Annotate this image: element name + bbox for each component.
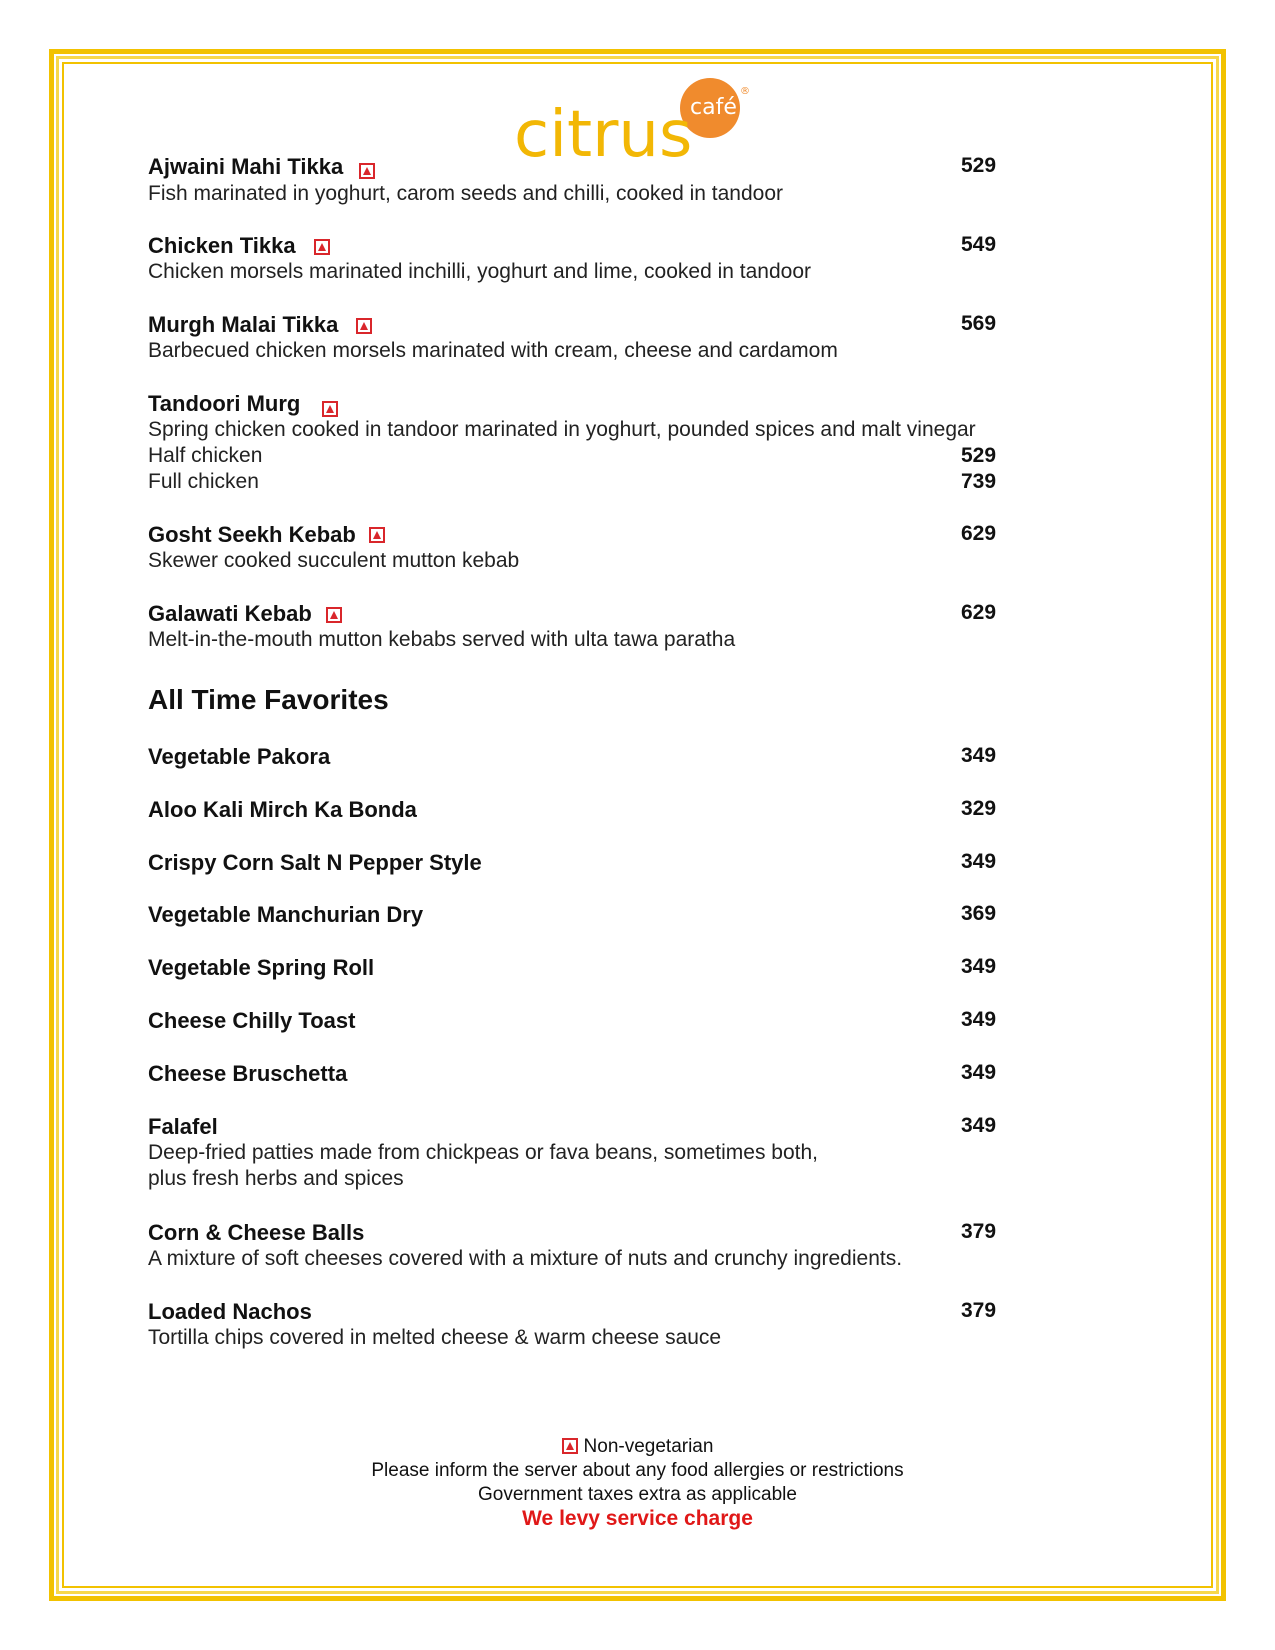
non-veg-icon (359, 163, 375, 179)
favorite-name: Falafel (148, 1114, 218, 1139)
favorite-name: Loaded Nachos (148, 1299, 312, 1324)
favorite-description: Tortilla chips covered in melted cheese & warm cheese sauce (148, 1326, 722, 1349)
item-name: Gosht Seekh Kebab (148, 522, 356, 547)
non-veg-icon (314, 239, 330, 255)
favorite-name: Aloo Kali Mirch Ka Bonda (148, 797, 417, 822)
item-description: Spring chicken cooked in tandoor marinated in yoghurt, pounded spices and malt vinegar (148, 418, 976, 441)
favorite-name: Crispy Corn Salt N Pepper Style (148, 850, 482, 875)
favorite-price: 379 (961, 1299, 997, 1322)
item-description: Skewer cooked succulent mutton kebab (148, 549, 520, 572)
favorite-name: Vegetable Spring Roll (148, 955, 375, 980)
footer-legend (0, 1436, 1275, 1458)
item-price: 549 (961, 233, 997, 256)
item-description: Fish marinated in yoghurt, carom seeds and chilli, cooked in tandoor (148, 182, 784, 205)
item-price: 569 (961, 312, 997, 335)
svg-text:®: ® (740, 86, 750, 97)
favorite-price: 379 (961, 1220, 997, 1243)
favorite-name: Cheese Chilly Toast (148, 1008, 356, 1033)
svg-text:citrus: citrus (514, 98, 693, 170)
favorite-price: 349 (961, 1008, 997, 1031)
legend-text: Non-vegetarian (583, 1436, 714, 1457)
menu-border-inner (62, 62, 1213, 1588)
favorite-price: 329 (961, 797, 997, 820)
item-description: Barbecued chicken morsels marinated with cream, cheese and cardamom (148, 339, 838, 362)
favorite-price: 369 (961, 902, 997, 925)
item-price: 629 (961, 601, 997, 624)
citrus-cafe-logo (514, 70, 769, 170)
item-name: Tandoori Murg (148, 391, 301, 416)
non-veg-icon (369, 527, 385, 543)
section-title: All Time Favorites (148, 684, 389, 715)
variant-price: 529 (961, 444, 997, 467)
variant-label: Half chicken (148, 444, 263, 467)
item-description: Melt-in-the-mouth mutton kebabs served with ulta tawa paratha (148, 628, 736, 651)
item-price: 529 (961, 154, 997, 177)
item-name: Murgh Malai Tikka (148, 312, 339, 337)
variant-price: 739 (961, 470, 997, 493)
item-name: Galawati Kebab (148, 601, 312, 626)
non-veg-icon (562, 1438, 578, 1454)
allergy-note: Please inform the server about any food allergies or restrictions (371, 1460, 904, 1481)
favorite-price: 349 (961, 850, 997, 873)
non-veg-icon (326, 607, 342, 623)
service-charge-note: We levy service charge (522, 1507, 753, 1530)
favorite-description: plus fresh herbs and spices (148, 1167, 404, 1190)
favorite-price: 349 (961, 1114, 997, 1137)
item-name: Chicken Tikka (148, 233, 296, 258)
svg-text:café: café (690, 95, 737, 120)
favorite-name: Vegetable Manchurian Dry (148, 902, 424, 927)
favorite-name: Vegetable Pakora (148, 744, 331, 769)
favorite-name: Corn & Cheese Balls (148, 1220, 365, 1245)
favorite-description: A mixture of soft cheeses covered with a mixture of nuts and crunchy ingredients. (148, 1247, 903, 1270)
favorite-description: Deep-fried patties made from chickpeas or fava beans, sometimes both, (148, 1141, 818, 1164)
tax-note: Government taxes extra as applicable (478, 1484, 797, 1505)
favorite-price: 349 (961, 744, 997, 767)
favorite-name: Cheese Bruschetta (148, 1061, 348, 1086)
favorite-price: 349 (961, 1061, 997, 1084)
item-price: 629 (961, 522, 997, 545)
item-name: Ajwaini Mahi Tikka (148, 154, 344, 179)
variant-label: Full chicken (148, 470, 259, 493)
non-veg-icon (322, 401, 338, 417)
favorite-price: 349 (961, 955, 997, 978)
non-veg-icon (356, 318, 372, 334)
item-description: Chicken morsels marinated inchilli, yoghurt and lime, cooked in tandoor (148, 260, 811, 283)
